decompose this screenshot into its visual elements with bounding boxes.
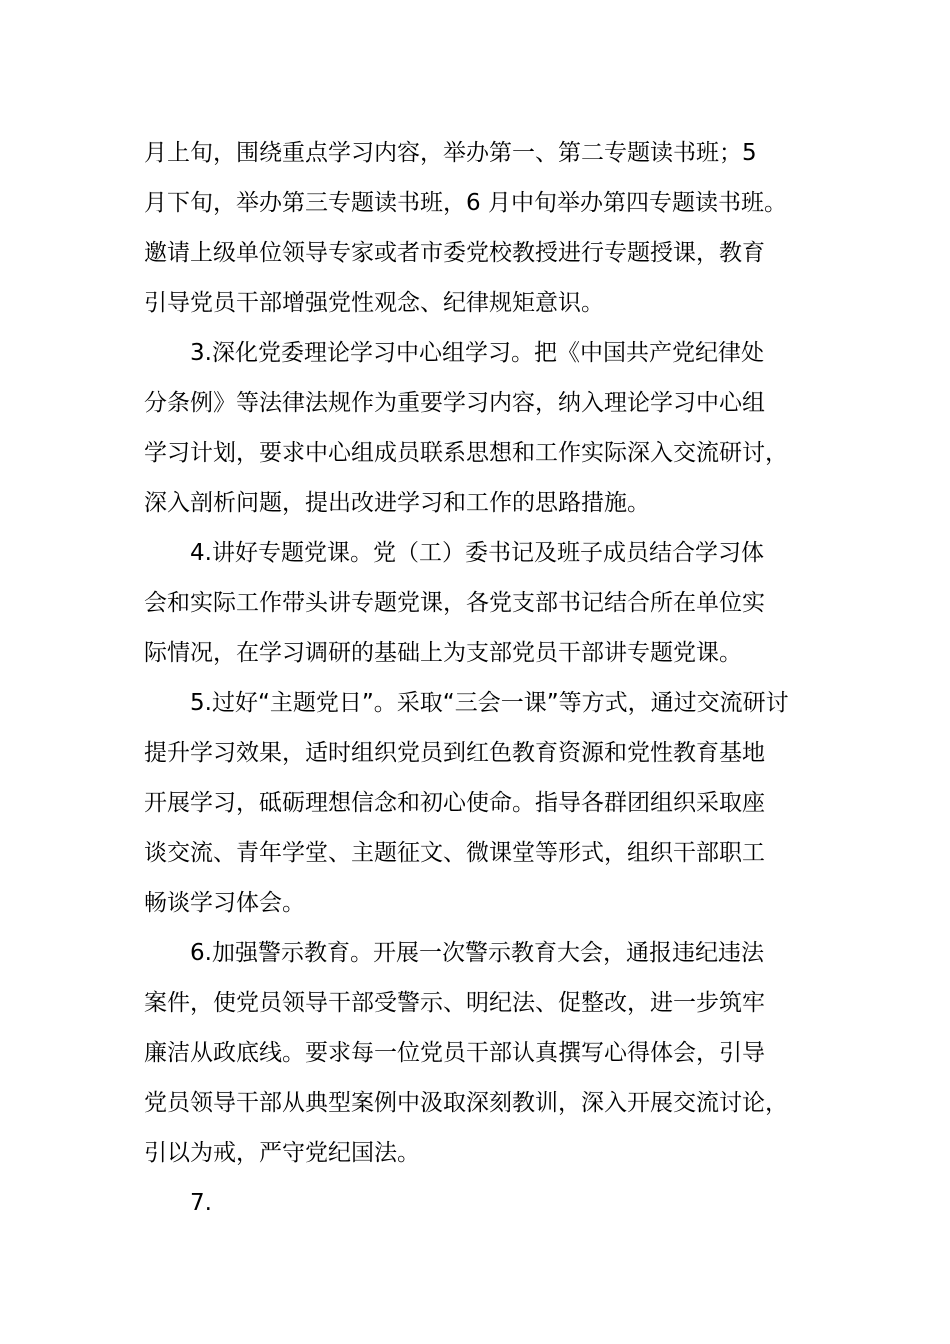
- text-line: 际情况，在学习调研的基础上为支部党员干部讲专题党课。: [144, 640, 742, 666]
- text-line: 谈交流、青年学堂、主题征文、微课堂等形式，组织干部职工: [144, 840, 765, 866]
- paragraph-4-heading-line: 4.讲好专题党课。党（工）委书记及班子成员结合学习体: [190, 540, 764, 566]
- text-line: 月下旬，举办第三专题读书班，6 月中旬举办第四专题读书班。: [144, 190, 787, 216]
- text-line: 月上旬，围绕重点学习内容，举办第一、第二专题读书班；5: [144, 140, 757, 166]
- text-line: 引以为戒，严守党纪国法。: [144, 1140, 420, 1166]
- text-line: 廉洁从政底线。要求每一位党员干部认真撰写心得体会，引导: [144, 1040, 765, 1066]
- text-line: 党员领导干部从典型案例中汲取深刻教训，深入开展交流讨论，: [144, 1090, 788, 1116]
- document-body: [144, 128, 834, 1228]
- text-line: 提升学习效果，适时组织党员到红色教育资源和党性教育基地: [144, 740, 765, 766]
- paragraph-5-heading-line: 5.过好“主题党日”。采取“三会一课”等方式，通过交流研讨: [190, 690, 789, 716]
- text-line: 引导党员干部增强党性观念、纪律规矩意识。: [144, 290, 604, 316]
- paragraph-7-heading-line: 7.: [190, 1190, 212, 1216]
- text-line: 邀请上级单位领导专家或者市委党校教授进行专题授课，教育: [144, 240, 765, 266]
- text-line: 会和实际工作带头讲专题党课，各党支部书记结合所在单位实: [144, 590, 765, 616]
- text-line: 深入剖析问题，提出改进学习和工作的思路措施。: [144, 490, 650, 516]
- text-line: 畅谈学习体会。: [144, 890, 305, 916]
- text-line: 分条例》等法律法规作为重要学习内容，纳入理论学习中心组: [144, 390, 765, 416]
- text-line: 案件，使党员领导干部受警示、明纪法、促整改，进一步筑牢: [144, 990, 765, 1016]
- paragraph-6-heading-line: 6.加强警示教育。开展一次警示教育大会，通报违纪违法: [190, 940, 764, 966]
- paragraph-3-heading-line: 3.深化党委理论学习中心组学习。把《中国共产党纪律处: [190, 340, 764, 366]
- text-line: 开展学习，砥砺理想信念和初心使命。指导各群团组织采取座: [144, 790, 765, 816]
- text-line: 学习计划，要求中心组成员联系思想和工作实际深入交流研讨，: [144, 440, 788, 466]
